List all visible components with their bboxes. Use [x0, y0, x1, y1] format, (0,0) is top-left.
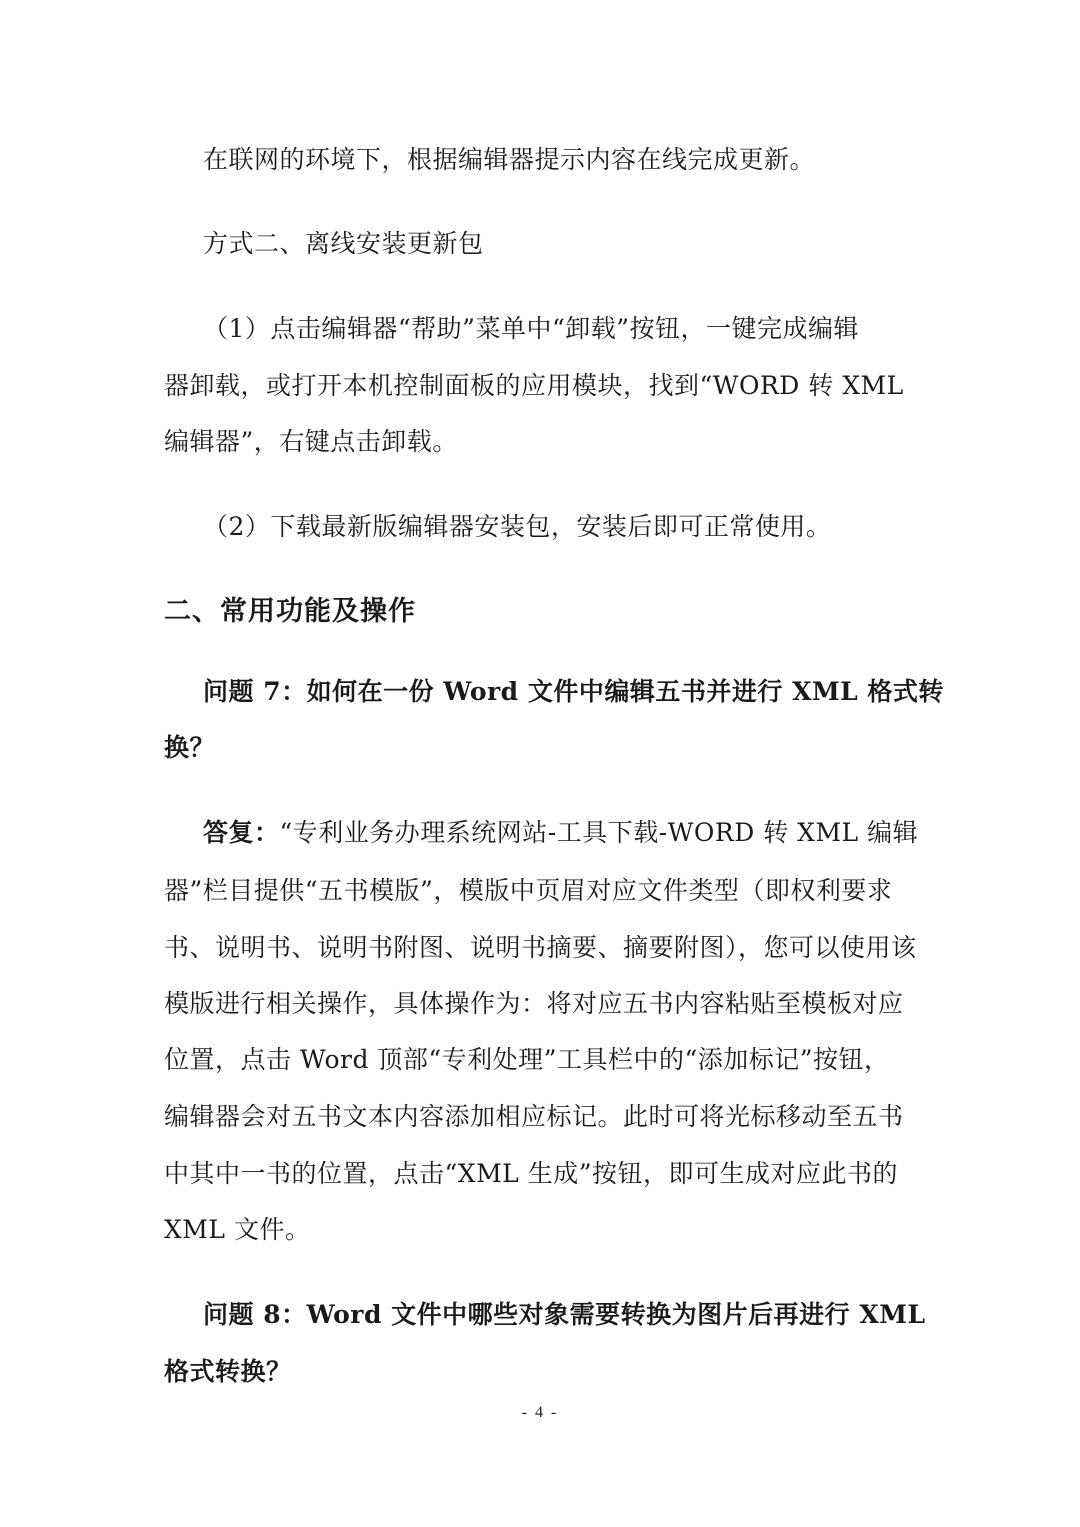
answer-7-line-3: 书、说明书、说明书附图、说明书摘要、摘要附图），您可以使用该 — [164, 933, 917, 962]
question-7-line-2: 换？ — [164, 733, 216, 762]
answer-7-line-1 — [203, 817, 920, 849]
step-2-line-1: （2）下载最新版编辑器安装包，安装后即可正常使用。 — [203, 512, 832, 541]
answer-7-line-7: 中其中一书的位置，点击“XML 生成”按钮，即可生成对应此书的 — [164, 1159, 899, 1188]
answer-7-line-8: XML 文件。 — [164, 1215, 311, 1244]
section-heading: 二、常用功能及操作 — [164, 596, 416, 627]
step-1-line-3: 编辑器”，右键点击卸载。 — [164, 427, 458, 456]
answer-7-line-5: 位置，点击 Word 顶部“专利处理”工具栏中的“添加标记”按钮， — [164, 1045, 890, 1074]
question-8-line-2: 格式转换？ — [164, 1357, 292, 1386]
answer-label: 答复： — [203, 818, 280, 847]
page-number: - 4 - — [521, 1404, 559, 1421]
step-1-line-1: （1）点击编辑器“帮助”菜单中“卸载”按钮，一键完成编辑 — [203, 314, 860, 343]
question-8-line-1: 问题 8：Word 文件中哪些对象需要转换为图片后再进行 XML — [203, 1300, 926, 1329]
question-7-line-1: 问题 7：如何在一份 Word 文件中编辑五书并进行 XML 格式转 — [203, 677, 944, 706]
answer-7-line-1-text: “专利业务办理系统网站-工具下载-WORD 转 XML 编辑 — [279, 818, 919, 847]
step-1-line-2: 器卸载，或打开本机控制面板的应用模块，找到“WORD 转 XML — [164, 371, 904, 400]
answer-7-line-2: 器”栏目提供“五书模版”，模版中页眉对应文件类型（即权利要求 — [164, 876, 893, 905]
paragraph-online-update: 在联网的环境下，根据编辑器提示内容在线完成更新。 — [203, 145, 816, 174]
method-two-heading: 方式二、离线安装更新包 — [203, 229, 484, 258]
answer-7-line-6: 编辑器会对五书文本内容添加相应标记。此时可将光标移动至五书 — [164, 1102, 904, 1131]
answer-7-line-4: 模版进行相关操作，具体操作为：将对应五书内容粘贴至模板对应 — [164, 989, 904, 1018]
